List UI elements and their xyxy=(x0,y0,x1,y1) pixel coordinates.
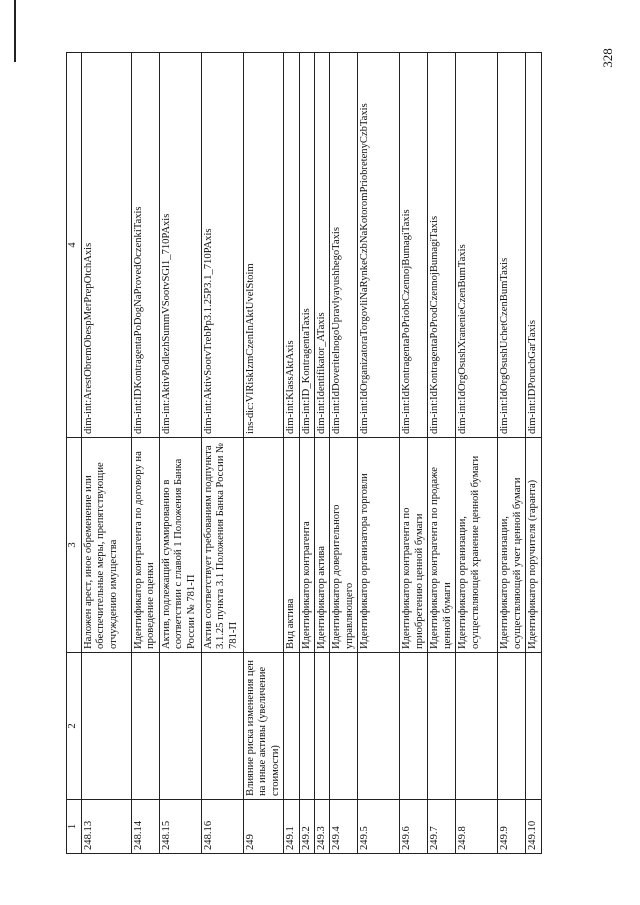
table-row xyxy=(82,53,132,854)
table-row xyxy=(330,53,358,854)
table-row xyxy=(526,53,541,854)
row-description-cell: Идентификатор контрагента по продаже ценной бумаги xyxy=(428,438,456,653)
table-header-row xyxy=(67,53,82,854)
row-number-cell: 249.1 xyxy=(284,800,299,854)
row-number-cell: 249.2 xyxy=(299,800,314,854)
row-group-cell xyxy=(526,653,541,800)
row-description-cell: Идентификатор контрагента xyxy=(299,438,314,653)
row-group-cell xyxy=(428,653,456,800)
row-number-cell: 249.7 xyxy=(428,800,456,854)
row-element-cell: dim-int:AktivPodlezhSummVSootvSGl1_710PAxis xyxy=(160,53,202,438)
table-row xyxy=(160,53,202,854)
row-description-cell: Идентификатор контрагента по договору на проведение оценки xyxy=(132,438,160,653)
table-row xyxy=(244,53,284,854)
table-row xyxy=(314,53,329,854)
table-row xyxy=(299,53,314,854)
row-description-cell xyxy=(244,438,284,653)
row-group-cell xyxy=(284,653,299,800)
row-element-cell: dim-int:Identifikator_ATaxis xyxy=(314,53,329,438)
table-row xyxy=(456,53,498,854)
table-row xyxy=(498,53,526,854)
row-description-cell: Идентификатор организации, осуществляющей хранение ценной бумаги xyxy=(456,438,498,653)
row-description-cell: Идентификатор организации, осуществляющей учет ценной бумаги xyxy=(498,438,526,653)
row-group-cell: Влияние риска изменения цен на иные активы (увеличение стоимости) xyxy=(244,653,284,800)
row-description-cell: Идентификатор доверительного управляющего xyxy=(330,438,358,653)
row-group-cell xyxy=(160,653,202,800)
row-number-cell: 248.14 xyxy=(132,800,160,854)
rotated-sheet xyxy=(66,53,572,854)
row-number-cell: 249.4 xyxy=(330,800,358,854)
row-number-cell: 248.16 xyxy=(202,800,244,854)
row-number-cell: 249.9 xyxy=(498,800,526,854)
row-number-cell: 249 xyxy=(244,800,284,854)
row-number-cell: 249.5 xyxy=(358,800,400,854)
row-description-cell: Актив соответствует требованиям подпункта 3.1.25 пункта 3.1 Положения Банка России № 781-П xyxy=(202,438,244,653)
row-group-cell xyxy=(358,653,400,800)
attributes-table xyxy=(66,52,542,854)
row-group-cell xyxy=(456,653,498,800)
header-cell-1: 1 xyxy=(67,800,82,854)
row-element-cell: dim-int:IdKontragentaPoPriobrCzennojBumagiTaxis xyxy=(400,53,428,438)
binding-mark xyxy=(14,0,16,62)
table-row xyxy=(202,53,244,854)
row-element-cell: dim-int:IdDoveritelnogoUpravlyayushhegoTaxis xyxy=(330,53,358,438)
row-element-cell: dim-int:IDPoruchGarTaxis xyxy=(526,53,541,438)
row-number-cell: 249.6 xyxy=(400,800,428,854)
row-description-cell: Идентификатор контрагента по приобретению ценной бумаги xyxy=(400,438,428,653)
row-description-cell: Идентификатор организатора торговли xyxy=(358,438,400,653)
row-element-cell: dim-int:IDKontragentaPoDogNaProvedOczenkiTaxis xyxy=(132,53,160,438)
row-element-cell: dim-int:ID_KontragentaTaxis xyxy=(299,53,314,438)
row-element-cell: dim-int:IdOrgOsushXranenieCzenBumTaxis xyxy=(456,53,498,438)
row-description-cell: Идентификатор актива xyxy=(314,438,329,653)
row-number-cell: 249.10 xyxy=(526,800,541,854)
row-element-cell: dim-int:ArestObremObespMerPrepOtchAxis xyxy=(82,53,132,438)
page-number: 328 xyxy=(599,48,615,68)
header-cell-2: 2 xyxy=(67,653,82,800)
row-element-cell: dim-int:AktivSootvTrebPp3.1.25P3.1_710PAxis xyxy=(202,53,244,438)
row-group-cell xyxy=(132,653,160,800)
table-row xyxy=(400,53,428,854)
row-element-cell: dim-int:IdOrgOsushUchetCzenBumTaxis xyxy=(498,53,526,438)
header-cell-4: 4 xyxy=(67,53,82,438)
row-group-cell xyxy=(202,653,244,800)
table-row xyxy=(428,53,456,854)
table-row xyxy=(358,53,400,854)
row-group-cell xyxy=(498,653,526,800)
row-description-cell: Наложен арест, иное обременение или обеспечительные меры, препятствующие отчуждению имущества xyxy=(82,438,132,653)
row-number-cell: 248.13 xyxy=(82,800,132,854)
table-row xyxy=(132,53,160,854)
row-description-cell: Идентификатор поручителя (гаранта) xyxy=(526,438,541,653)
row-number-cell: 249.3 xyxy=(314,800,329,854)
table-row xyxy=(284,53,299,854)
header-cell-3: 3 xyxy=(67,438,82,653)
row-element-cell: dim-int:IdOrganizatoraTorgovliNaRynkeCzbNaKotoromPriobretenyCzbTaxis xyxy=(358,53,400,438)
row-group-cell xyxy=(330,653,358,800)
row-description-cell: Вид актива xyxy=(284,438,299,653)
row-description-cell: Актив, подлежащий суммированию в соответствии с главой 1 Положения Банка России № 781-П xyxy=(160,438,202,653)
row-group-cell xyxy=(314,653,329,800)
row-element-cell: dim-int:KlassAktAxis xyxy=(284,53,299,438)
row-group-cell xyxy=(299,653,314,800)
row-number-cell: 248.15 xyxy=(160,800,202,854)
row-number-cell: 249.8 xyxy=(456,800,498,854)
row-group-cell xyxy=(82,653,132,800)
row-group-cell xyxy=(400,653,428,800)
row-element-cell: ins-dic:VlRiskIzmCzenInAktUvelStoim xyxy=(244,53,284,438)
row-element-cell: dim-int:IdKontragentaPoProdCzennojBumagiTaxis xyxy=(428,53,456,438)
